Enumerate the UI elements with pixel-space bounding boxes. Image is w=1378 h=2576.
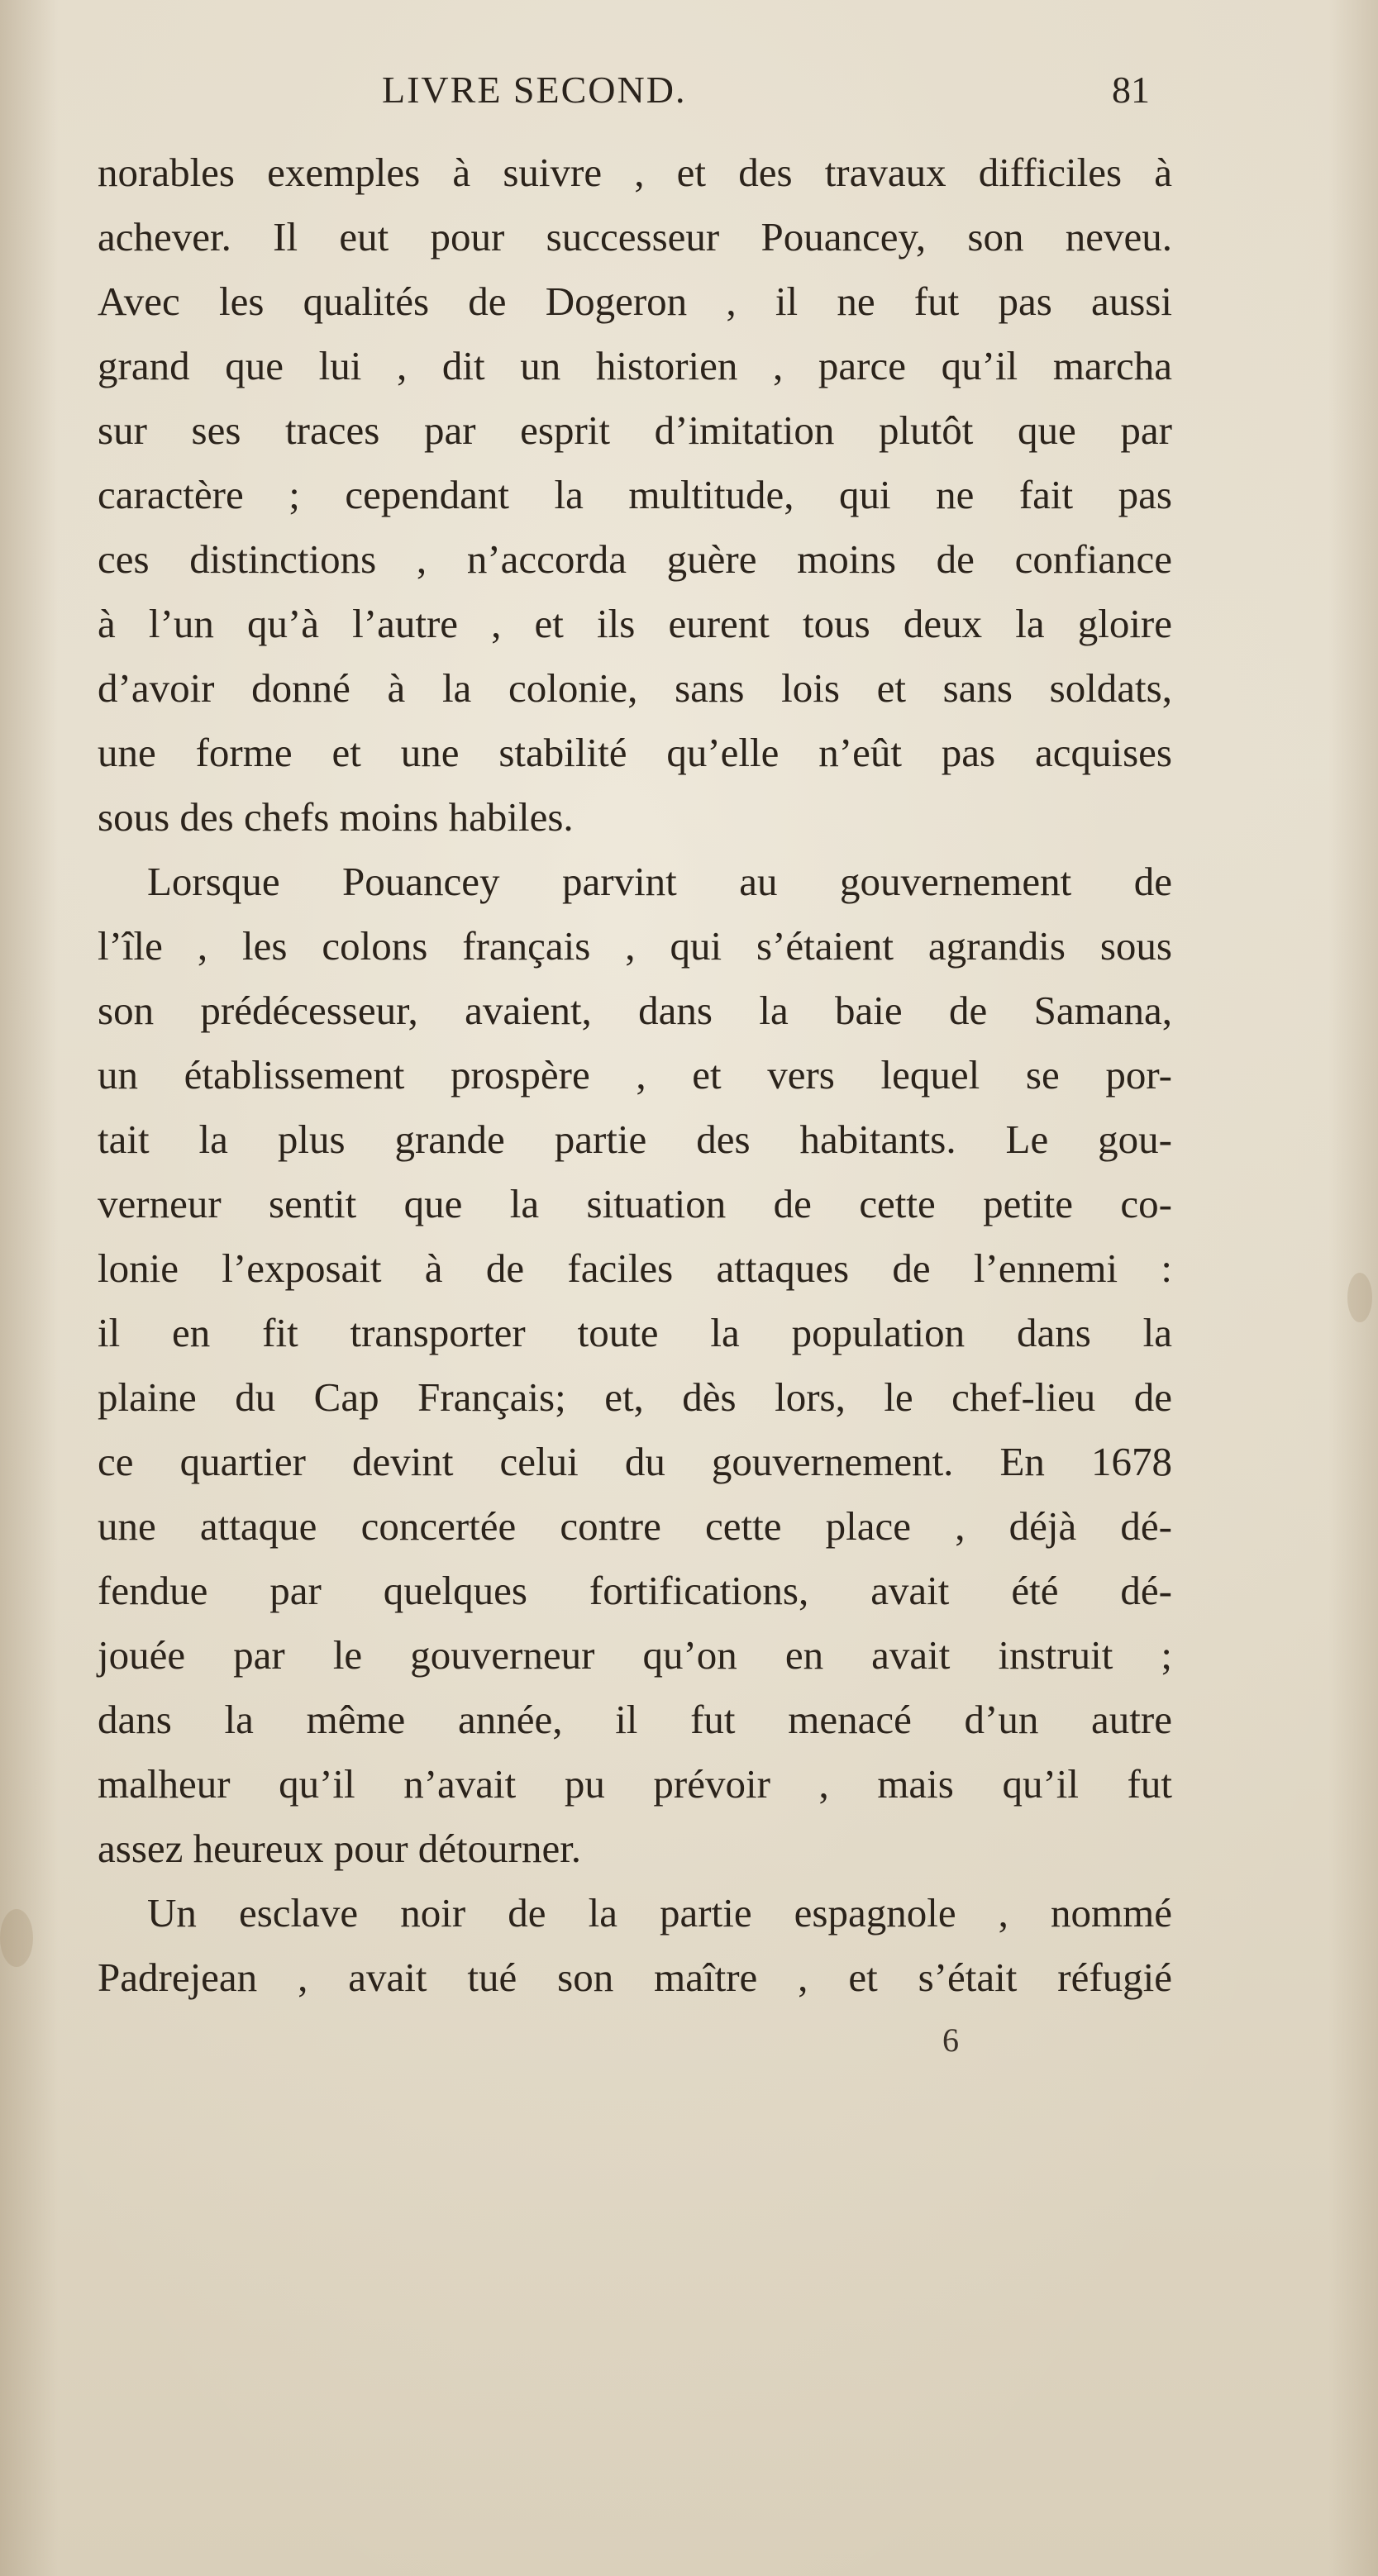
text-line: fendue par quelques fortifications, avait été dé- xyxy=(98,1568,1172,1613)
text-line: dans la même année, il fut menacé d’un autre xyxy=(98,1697,1172,1742)
text-line: sous des chefs moins habiles. xyxy=(98,794,574,840)
text-line: Avec les qualités de Dogeron , il ne fut pas aussi xyxy=(98,279,1172,324)
text-line: d’avoir donné à la colonie, sans lois et sans soldats, xyxy=(98,665,1172,711)
text-line: son prédécesseur, avaient, dans la baie de Samana, xyxy=(98,988,1172,1033)
signature-mark: 6 xyxy=(942,2021,959,2059)
body-text xyxy=(98,140,1172,2010)
text-line: sur ses traces par esprit d’imitation plutôt que par xyxy=(98,407,1172,453)
text-line: Un esclave noir de la partie espagnole , nommé xyxy=(147,1890,1172,1936)
page-edge-shadow-left xyxy=(0,0,58,2576)
page-header xyxy=(99,68,1174,134)
text-line: ces distinctions , n’accorda guère moins de confiance xyxy=(98,536,1172,582)
text-line: Padrejean , avait tué son maître , et s’était réfugié xyxy=(98,1955,1172,2000)
paper-stain xyxy=(1347,1273,1372,1322)
text-line: malheur qu’il n’avait pu prévoir , mais qu’il fut xyxy=(98,1761,1172,1807)
text-line: une attaque concertée contre cette place , déjà dé- xyxy=(98,1503,1172,1549)
text-line: jouée par le gouverneur qu’on en avait instruit ; xyxy=(98,1632,1172,1678)
text-line: verneur sentit que la situation de cette petite co- xyxy=(98,1181,1172,1226)
text-line: ce quartier devint celui du gouvernement. En 1678 xyxy=(98,1439,1172,1484)
running-title: LIVRE SECOND. xyxy=(382,69,687,111)
text-line: caractère ; cependant la multitude, qui ne fait pas xyxy=(98,472,1172,517)
text-line: tait la plus grande partie des habitants. Le gou- xyxy=(98,1117,1172,1162)
paper-stain xyxy=(0,1909,33,1967)
text-line: un établissement prospère , et vers lequel se por- xyxy=(98,1052,1172,1098)
text-line: à l’un qu’à l’autre , et ils eurent tous deux la gloire xyxy=(98,601,1172,646)
page-number: 81 xyxy=(1112,69,1150,111)
text-line: lonie l’exposait à de faciles attaques de l’ennemi : xyxy=(98,1245,1172,1291)
text-line: il en fit transporter toute la population dans la xyxy=(98,1310,1172,1355)
text-line: l’île , les colons français , qui s’étaient agrandis sous xyxy=(98,923,1172,969)
text-line: grand que lui , dit un historien , parce qu’il marcha xyxy=(98,343,1172,388)
text-line: une forme et une stabilité qu’elle n’eût pas acquises xyxy=(98,730,1172,775)
text-line: plaine du Cap Français; et, dès lors, le chef-lieu de xyxy=(98,1374,1172,1420)
text-line: norables exemples à suivre , et des travaux difficiles à xyxy=(98,150,1172,195)
text-line: Lorsque Pouancey parvint au gouvernement de xyxy=(147,859,1172,904)
text-line: achever. Il eut pour successeur Pouancey, son neveu. xyxy=(98,214,1172,260)
text-line: assez heureux pour détourner. xyxy=(98,1826,582,1871)
